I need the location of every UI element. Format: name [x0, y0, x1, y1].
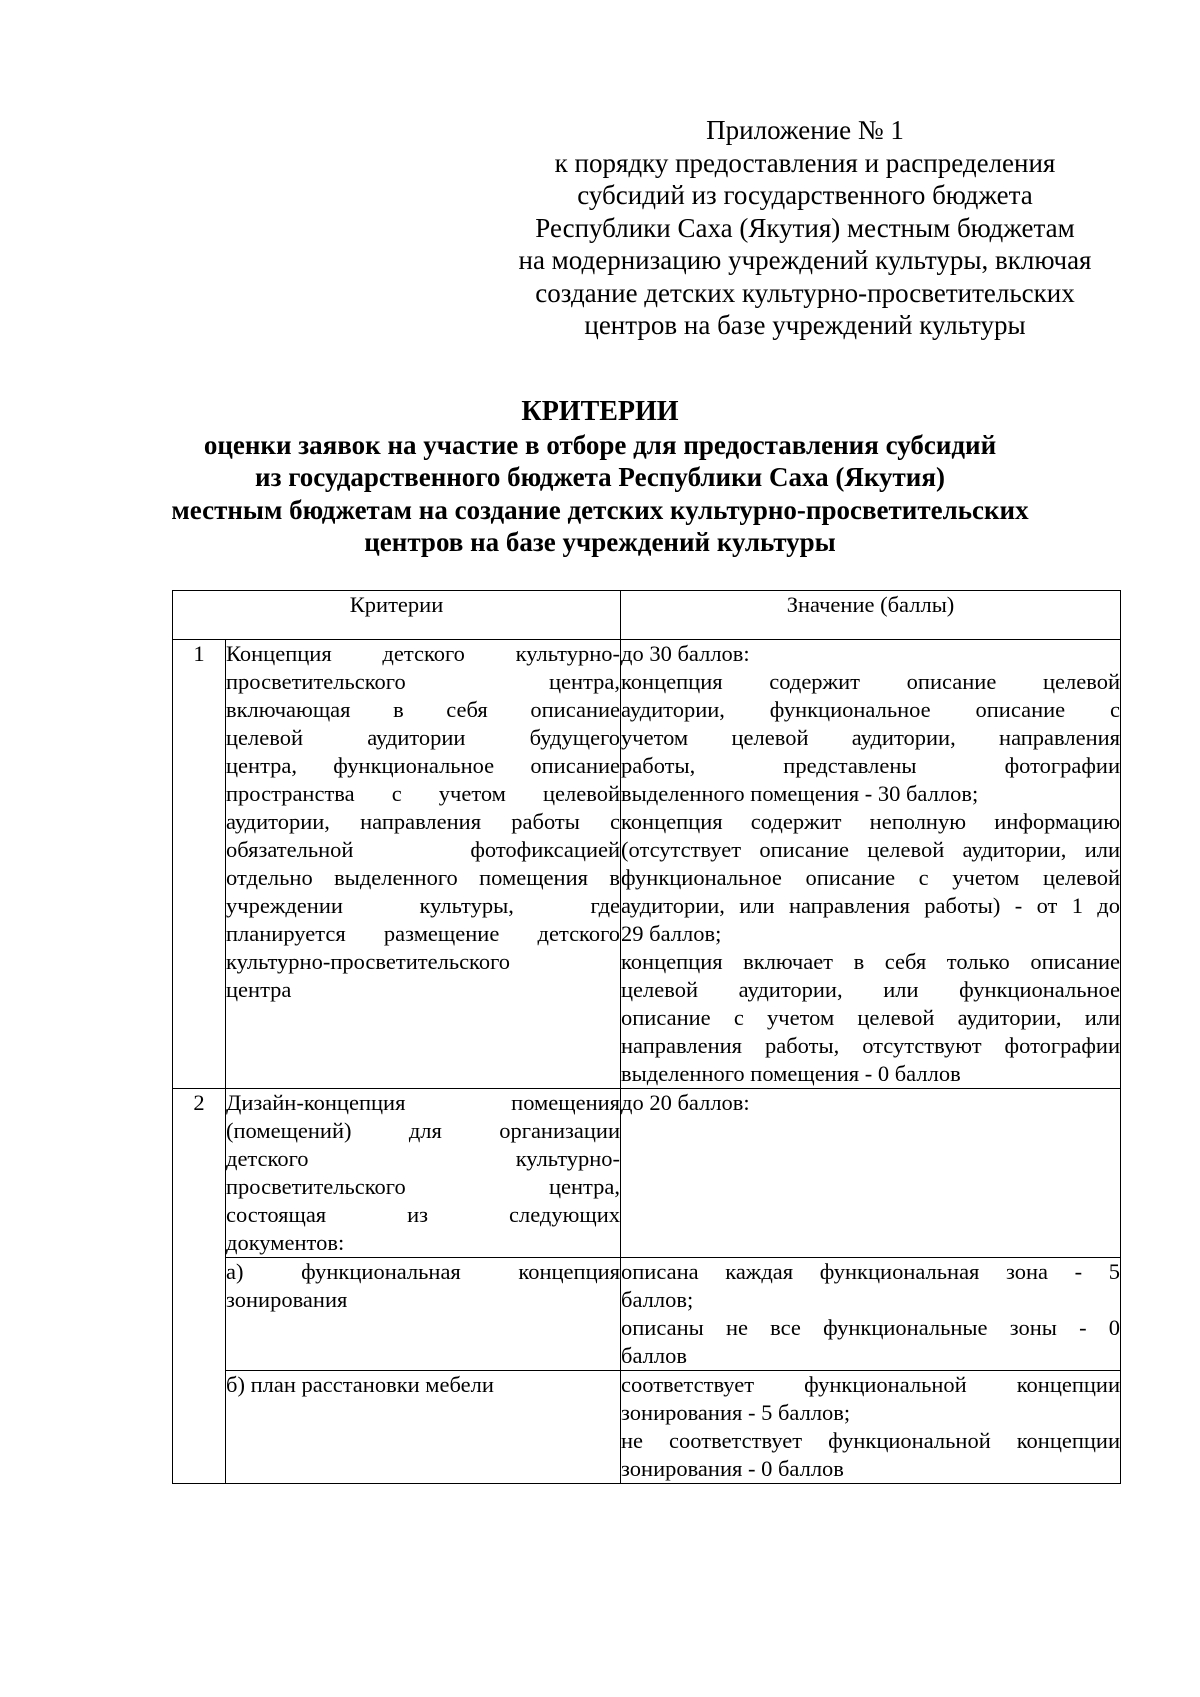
value-line: описаны не все функциональные зоны - 0	[621, 1315, 1121, 1340]
value-cell	[621, 1371, 1121, 1484]
criterion-line: пространства с учетом целевой	[226, 781, 621, 806]
criterion-line: Концепция детского культурно-	[226, 641, 621, 666]
value-cell	[621, 1258, 1121, 1371]
document-title	[100, 396, 1100, 559]
value-line: баллов	[621, 1343, 687, 1368]
criterion-line: обязательной фотофиксацией	[226, 837, 621, 862]
value-line: зонирования - 5 баллов;	[621, 1400, 851, 1425]
title-line: из государственного бюджета Республики Саха (Якутия)	[255, 462, 945, 492]
value-line: целевой аудитории, или функциональное	[621, 977, 1121, 1002]
appendix-line: Республики Саха (Якутия) местным бюджетам	[535, 212, 1075, 243]
criterion-line: просветительского центра,	[226, 1174, 621, 1199]
value-cell	[621, 640, 1121, 1089]
value-line: зонирования - 0 баллов	[621, 1456, 844, 1481]
criterion-line: отдельно выделенного помещения в	[226, 865, 621, 890]
criterion-line: документов:	[226, 1230, 345, 1255]
value-line: функциональное описание с учетом целевой	[621, 865, 1121, 890]
value-line: выделенного помещения - 30 баллов;	[621, 781, 979, 806]
table-header-row	[173, 591, 1121, 640]
value-line: концепция включает в себя только описание	[621, 949, 1121, 974]
value-line: аудитории, функциональное описание с	[621, 697, 1121, 722]
appendix-line: создание детских культурно-просветительских	[535, 277, 1075, 308]
criterion-line: детского культурно-	[226, 1146, 621, 1171]
value-line: соответствует функциональной концепции	[621, 1372, 1121, 1397]
criterion-cell	[226, 1089, 621, 1258]
criterion-line: центра	[226, 977, 292, 1002]
table-row	[173, 1258, 1121, 1371]
appendix-header	[485, 114, 1125, 342]
header-criteria: Критерии	[173, 591, 621, 640]
criterion-cell	[226, 640, 621, 1089]
title-heading: КРИТЕРИИ	[521, 396, 679, 427]
value-line: учетом целевой аудитории, направления	[621, 725, 1121, 750]
appendix-line: центров на базе учреждений культуры	[584, 310, 1026, 340]
criterion-line: центра, функциональное описание	[226, 753, 621, 778]
value-cell	[621, 1089, 1121, 1258]
criterion-cell	[226, 1371, 621, 1484]
criterion-line: целевой аудитории будущего	[226, 725, 621, 750]
table-row	[173, 1371, 1121, 1484]
criterion-line: зонирования	[226, 1287, 348, 1312]
appendix-line: Приложение № 1	[706, 115, 904, 145]
row-number: 1	[173, 640, 226, 1089]
criterion-line: (помещений) для организации	[226, 1118, 621, 1143]
value-line: работы, представлены фотографии	[621, 753, 1121, 778]
value-line: выделенного помещения - 0 баллов	[621, 1061, 961, 1086]
value-line: (отсутствует описание целевой аудитории, или	[621, 837, 1121, 862]
table-row	[173, 640, 1121, 1089]
criterion-line: планируется размещение детского	[226, 921, 621, 946]
value-line: не соответствует функциональной концепции	[621, 1428, 1121, 1453]
appendix-line: субсидий из государственного бюджета	[577, 180, 1033, 210]
title-line: местным бюджетам на создание детских культурно-просветительских	[171, 494, 1029, 525]
criterion-line: учреждении культуры, где	[226, 893, 621, 918]
value-line: баллов;	[621, 1287, 694, 1312]
criterion-line: состоящая из следующих	[226, 1202, 621, 1227]
criterion-cell	[226, 1258, 621, 1371]
criterion-line: Дизайн-концепция помещения	[226, 1090, 621, 1115]
row-number: 2	[173, 1089, 226, 1484]
criterion-line: а) функциональная концепция	[226, 1259, 621, 1284]
value-line: до 30 баллов:	[621, 641, 750, 666]
value-line: описание с учетом целевой аудитории, или	[621, 1005, 1121, 1030]
title-line: оценки заявок на участие в отборе для предоставления субсидий	[203, 429, 997, 460]
value-line: до 20 баллов:	[621, 1090, 750, 1115]
value-line: направления работы, отсутствуют фотографии	[621, 1033, 1121, 1058]
value-line: концепция содержит неполную информацию	[621, 809, 1121, 834]
criterion-line: включающая в себя описание	[226, 697, 621, 722]
criteria-table	[172, 590, 1121, 1484]
value-line: аудитории, или направления работы) - от 1 до	[621, 893, 1121, 918]
appendix-line: на модернизацию учреждений культуры, включая	[518, 245, 1092, 275]
value-line: описана каждая функциональная зона - 5	[621, 1259, 1121, 1284]
criterion-line: б) план расстановки мебели	[226, 1372, 494, 1397]
value-line: 29 баллов;	[621, 921, 722, 946]
criterion-line: культурно-просветительского	[226, 949, 511, 974]
criterion-line: просветительского центра,	[226, 669, 621, 694]
criterion-line: аудитории, направления работы с	[226, 809, 621, 834]
value-line: концепция содержит описание целевой	[621, 669, 1121, 694]
header-value: Значение (баллы)	[621, 591, 1121, 640]
appendix-line: к порядку предоставления и распределения	[554, 147, 1056, 178]
table-row	[173, 1089, 1121, 1258]
title-line: центров на базе учреждений культуры	[364, 527, 836, 557]
